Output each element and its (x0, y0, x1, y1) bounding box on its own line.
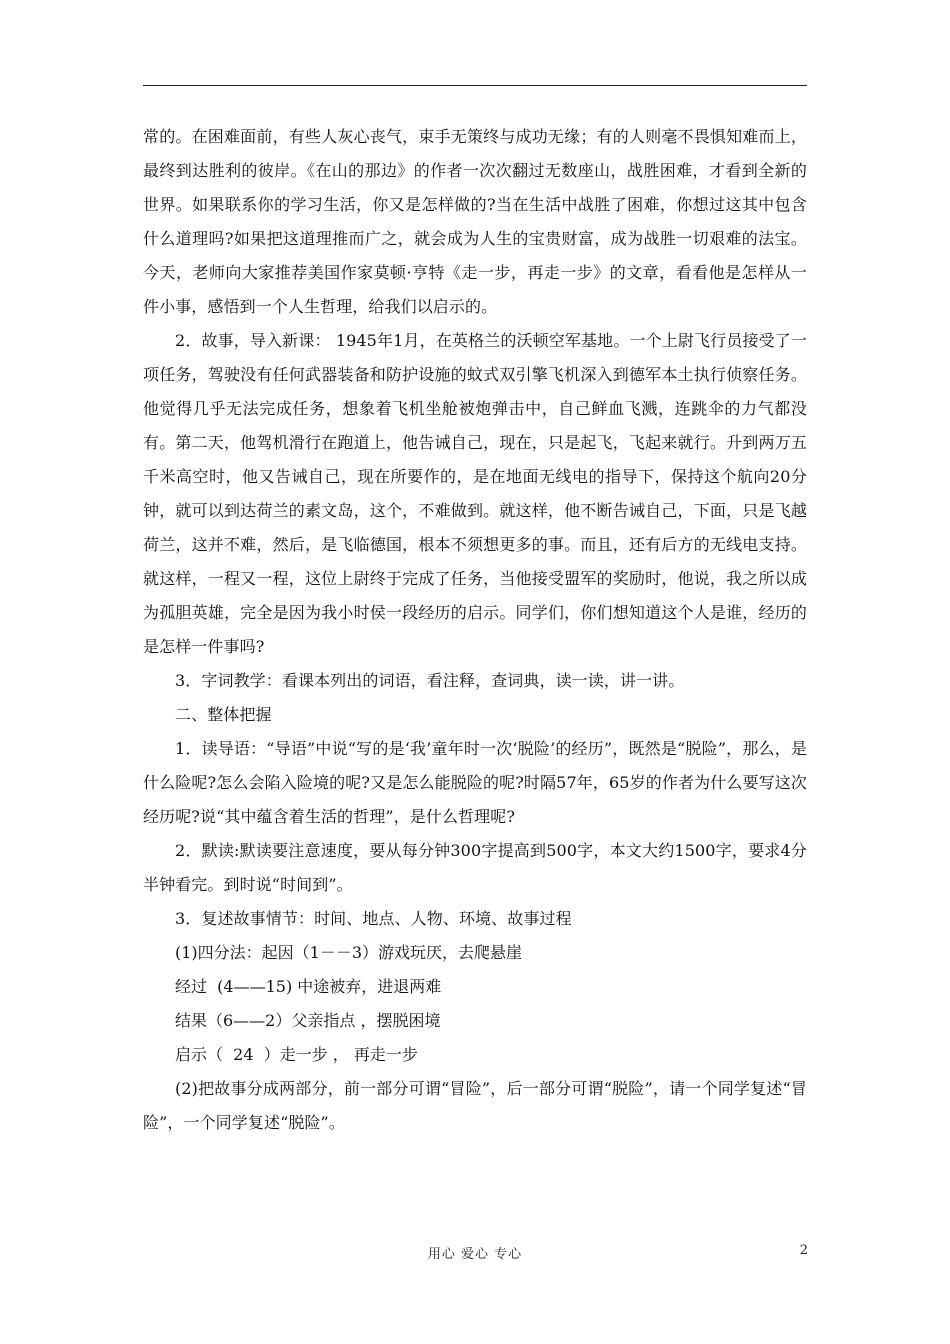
paragraph-vocabulary: 3．字词教学：看课本列出的词语，看注释，查词典，读一读，讲一讲。 (175, 671, 685, 690)
document-body (143, 120, 807, 1140)
paragraph-story-intro: 2．故事，导入新课： 1945年1月，在英格兰的沃顿空军基地。一个上尉飞行员接受了一项任务，驾驶没有任何武器装备和防护设施的蚊式双引擎飞机深入到德军本土执行侦察任务。他觉得几乎无法完成任务，想象着飞机坐舱被炮弹击中，自己鲜血飞溅，连跳伞的力气都没有。第二天，他驾机滑行在跑道上，他告诫自己，现在，只是起飞，飞起来就行。升到两万五千米高空时，他又告诫自己，现在所要作的，是在地面无线电的指导下，保持这个航向20分钟，就可以到达荷兰的素文岛，这个，不难做到。就这样，他不断告诫自己，下面，只是飞越荷兰，这并不难，然后，是飞临德国，根本不须想更多的事。而且，还有后方的无线电支持。就这样，一程又一程，这位上尉终于完成了任务，当他接受盟军的奖励时，他说，我之所以成为孤胆英雄，完全是因为我小时侯一段经历的启示。同学们，你们想知道这个人是谁，经历的是怎样一件事吗? (143, 331, 807, 656)
paragraph-intro-continuation: 常的。在困难面前，有些人灰心丧气，束手无策终与成功无缘；有的人则毫不畏惧知难而上，最终到达胜利的彼岸。《在山的那边》的作者一次次翻过无数座山，战胜困难，才看到全新的世界。如果联系你的学习生活，你又是怎样做的?当在生活中战胜了困难，你想过这其中包含什么道理吗?如果把这道理推而广之，就会成为人生的宝贵财富，成为战胜一切艰难的法宝。今天，老师向大家推荐美国作家莫顿·亨特《走一步，再走一步》的文章，看看他是怎样从一件小事，感悟到一个人生哲理，给我们以启示的。 (143, 127, 807, 316)
list-item-result: 结果（6——2）父亲指点 ，摆脱困境 (175, 1011, 441, 1030)
paragraph-silent-reading: 2．默读:默读要注意速度，要从每分钟300字提高到500字，本文大约1500字，要求4分半钟看完。到时说“时间到”。 (143, 841, 807, 894)
list-item-process: 经过 (4——15) 中途被弃，进退两难 (175, 977, 442, 996)
footer-motto: 用心 爱心 专心 (427, 1247, 523, 1262)
list-item-cause: (1)四分法：起因（1－－3）游戏玩厌，去爬悬崖 (175, 943, 523, 962)
section-heading-overview: 二、整体把握 (175, 705, 272, 724)
header-rule (143, 85, 807, 86)
page-number: 2 (799, 1243, 808, 1258)
paragraph-read-intro: 1．读导语：“导语”中说“写的是‘我’童年时一次‘脱险’的经历”，既然是“脱险”，那么，是什么险呢?怎么会陷入险境的呢?又是怎么能脱险的呢?时隔57年，65岁的作者为什么要写这次经历呢?说“其中蕴含着生活的哲理”，是什么哲理呢? (143, 739, 807, 826)
paragraph-two-parts: (2)把故事分成两部分，前一部分可谓“冒险”，后一部分可谓“脱险”，请一个同学复述“冒险”，一个同学复述“脱险”。 (143, 1079, 807, 1132)
paragraph-retell-plot: 3．复述故事情节：时间、地点、人物、环境、故事过程 (175, 909, 572, 928)
list-item-insight: 启示（ 24 ）走一步 ， 再走一步 (175, 1045, 418, 1064)
